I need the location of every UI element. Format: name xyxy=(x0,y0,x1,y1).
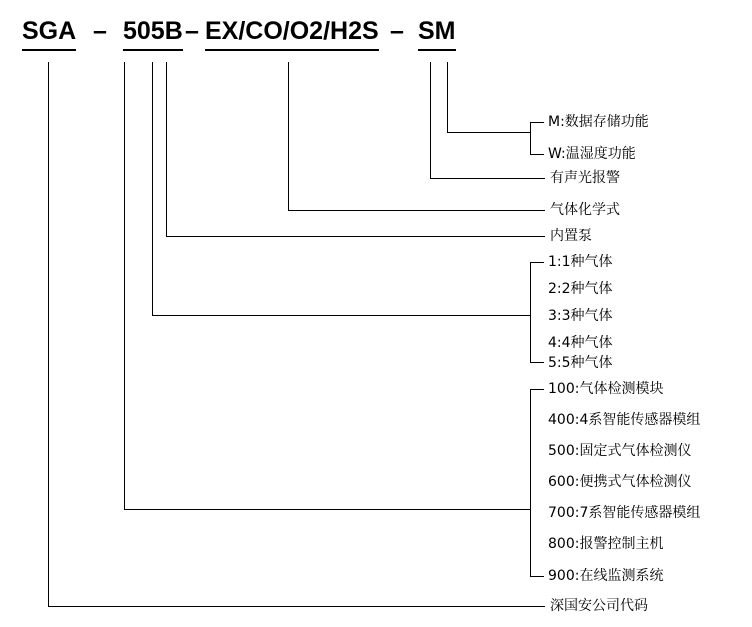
brace-series-top xyxy=(530,389,544,390)
brace-series-vertical xyxy=(530,389,531,576)
leaf-gas-count-1: 1:1种气体 xyxy=(548,254,613,270)
leaf-series-400: 400:4系智能传感器模组 xyxy=(548,412,701,428)
brace-storage-top xyxy=(530,122,544,123)
leaf-storage-m: M:数据存储功能 xyxy=(548,114,649,130)
leaf-series-500: 500:固定式气体检测仪 xyxy=(548,443,692,459)
leaf-gas-count-4: 4:4种气体 xyxy=(548,335,613,351)
brace-series-bottom xyxy=(530,576,544,577)
leaf-storage-w: W:温湿度功能 xyxy=(548,146,636,162)
leaf-series-800: 800:报警控制主机 xyxy=(548,536,664,552)
connector-sensor-type-horizontal xyxy=(288,210,545,211)
connector-sensor-type-vertical xyxy=(288,62,289,210)
model-code-row xyxy=(0,16,752,62)
connector-sm-horizontal xyxy=(447,132,530,133)
connector-company-horizontal xyxy=(48,606,545,607)
leaf-gas-count-2: 2:2种气体 xyxy=(548,281,613,297)
connector-series-horizontal xyxy=(124,509,530,510)
connector-gas-count-vertical xyxy=(152,62,153,315)
leaf-series-700: 700:7系智能传感器模组 xyxy=(548,505,701,521)
code-segment-series: 505B xyxy=(123,16,183,51)
leaf-series-900: 900:在线监测系统 xyxy=(548,568,664,584)
brace-gas-count-vertical xyxy=(530,262,531,362)
leaf-sensor-type: 气体化学式 xyxy=(550,202,620,218)
connector-series-vertical xyxy=(124,62,125,509)
brace-storage-vertical xyxy=(530,122,531,154)
code-separator-3: – xyxy=(390,17,404,45)
code-segment-functions: SM xyxy=(418,16,456,51)
leaf-gas-count-5: 5:5种气体 xyxy=(548,355,613,371)
leaf-pump: 内置泵 xyxy=(550,228,592,244)
connector-gas-count-horizontal xyxy=(152,315,530,316)
brace-gas-count-bottom xyxy=(530,362,544,363)
leaf-series-600: 600:便携式气体检测仪 xyxy=(548,474,692,490)
brace-storage-bottom xyxy=(530,154,544,155)
code-segment-gases: EX/CO/O2/H2S xyxy=(205,16,379,51)
connector-company-vertical xyxy=(48,62,49,606)
connector-sm-vertical xyxy=(447,62,448,132)
leaf-alarm: 有声光报警 xyxy=(550,170,620,186)
leaf-gas-count-3: 3:3种气体 xyxy=(548,308,613,324)
code-separator-2: – xyxy=(185,17,199,45)
connector-alarm-vertical xyxy=(430,62,431,178)
brace-gas-count-top xyxy=(530,262,544,263)
connector-pump-vertical xyxy=(166,62,167,236)
connector-alarm-horizontal xyxy=(430,178,545,179)
code-separator-1: – xyxy=(93,17,107,45)
connector-pump-horizontal xyxy=(166,236,545,237)
code-segment-brand: SGA xyxy=(22,16,76,51)
leaf-company-code: 深国安公司代码 xyxy=(550,598,648,614)
leaf-series-100: 100:气体检测模块 xyxy=(548,381,664,397)
